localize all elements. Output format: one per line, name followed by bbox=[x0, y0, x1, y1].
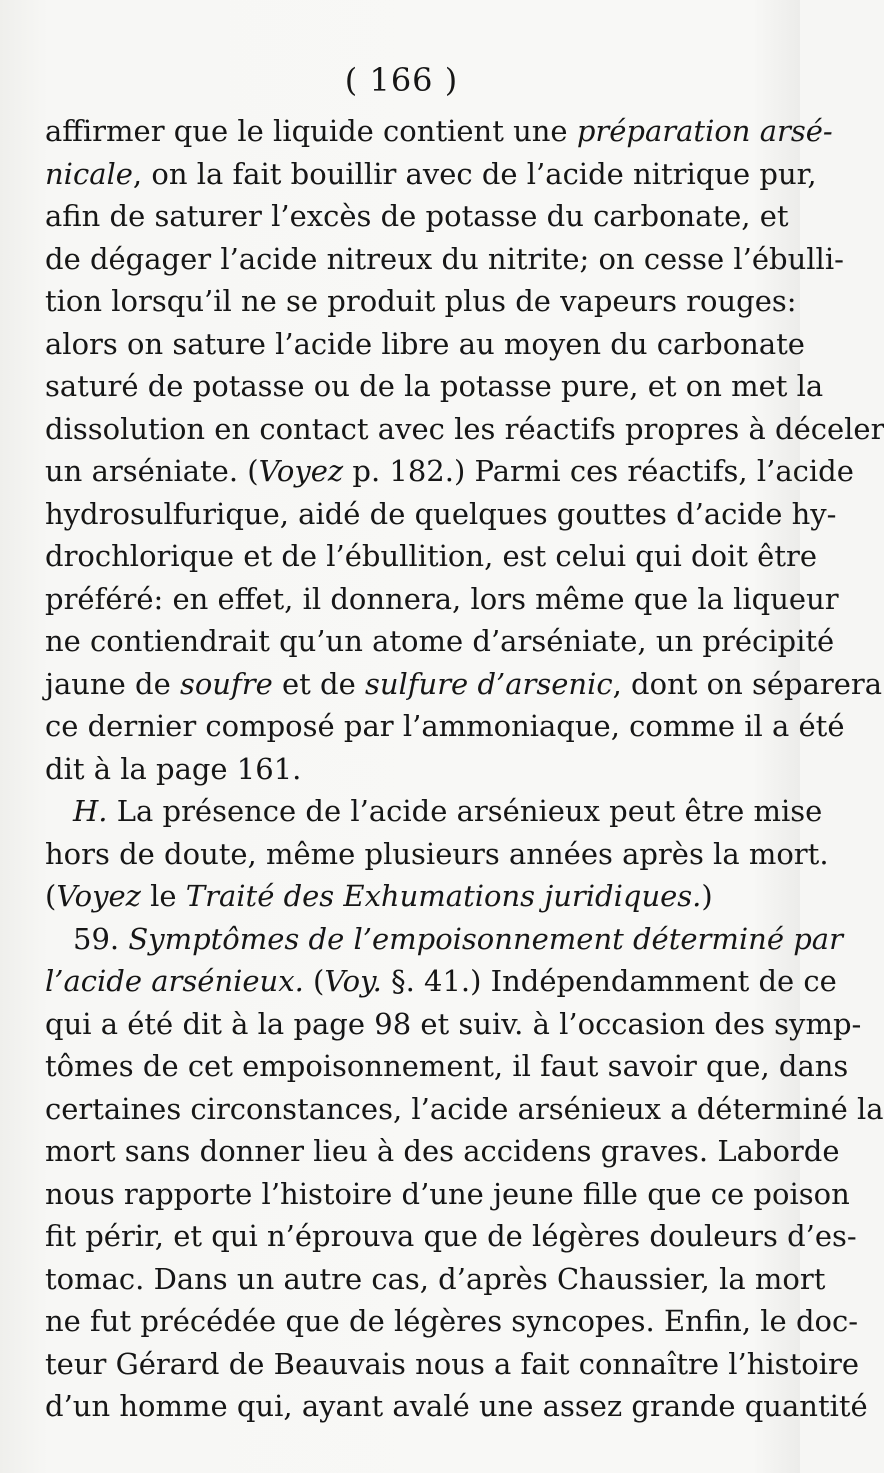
text-segment: teur Gérard de Beauvais nous a fait connaître l’histoire bbox=[45, 1346, 859, 1381]
text-segment: alors on sature l’acide libre au moyen du carbonate bbox=[45, 326, 805, 361]
text-segment: , on la fait bouillir avec de l’acide nitrique pur, bbox=[132, 156, 817, 191]
text-segment: §. 41.) Indépendamment de ce bbox=[381, 964, 837, 998]
italic-text: Voyez bbox=[258, 454, 344, 488]
text-line bbox=[45, 620, 835, 663]
text-line bbox=[45, 833, 829, 876]
text-segment: La présence de l’acide arsénieux peut être mise bbox=[107, 794, 823, 828]
italic-text: H. bbox=[73, 794, 108, 828]
text-segment: tômes de cet empoisonnement, il faut savoir que, dans bbox=[45, 1049, 849, 1083]
text-segment: ) bbox=[701, 879, 713, 913]
text-segment: afin de saturer l’excès de potasse du carbonate, et bbox=[45, 199, 789, 233]
italic-text: préparation arsé- bbox=[576, 114, 833, 148]
text-line bbox=[45, 705, 845, 748]
text-segment: ne contiendrait qu’un atome d’arséniate, un précipité bbox=[45, 624, 835, 658]
text-segment: affirmer que le liquide contient une bbox=[45, 114, 577, 148]
text-segment: fit périr, et qui n’éprouva que de légères douleurs d’es- bbox=[45, 1219, 857, 1253]
text-line bbox=[45, 663, 883, 706]
italic-text: nicale bbox=[45, 156, 133, 191]
text-line bbox=[45, 153, 817, 196]
text-line bbox=[45, 1130, 840, 1173]
text-segment: le bbox=[140, 879, 186, 913]
text-segment: p. 182.) Parmi ces réactifs, l’acide bbox=[343, 454, 854, 488]
text-line bbox=[45, 578, 839, 621]
italic-text: soufre bbox=[179, 666, 273, 701]
text-line bbox=[45, 790, 823, 833]
text-line bbox=[45, 408, 884, 451]
text-segment: d’un homme qui, ayant avalé une assez grande quantité bbox=[45, 1389, 868, 1423]
text-line bbox=[45, 918, 843, 961]
text-segment: dit à la page 161. bbox=[45, 751, 302, 786]
text-line bbox=[45, 535, 818, 578]
text-line bbox=[45, 1088, 884, 1131]
text-line bbox=[45, 1045, 849, 1088]
text-line bbox=[45, 1300, 859, 1343]
text-segment: saturé de potasse ou de la potasse pure, et on met la bbox=[45, 369, 824, 403]
text-line bbox=[45, 1215, 857, 1258]
text-segment: un arséniate. ( bbox=[45, 454, 259, 488]
text-segment: drochlorique et de l’ébullition, est celui qui doit être bbox=[45, 539, 818, 573]
text-line bbox=[45, 875, 758, 918]
text-line bbox=[45, 1003, 862, 1046]
text-line bbox=[45, 960, 837, 1003]
text-segment: qui a été dit à la page 98 et suiv. à l’occasion des symp- bbox=[45, 1006, 862, 1041]
italic-text: Traité des Exhumations juridiques. bbox=[185, 879, 702, 913]
text-line bbox=[45, 748, 758, 791]
text-segment: ne fut précédée que de légères syncopes. Enfin, le doc- bbox=[45, 1304, 859, 1338]
text-line bbox=[45, 323, 805, 366]
text-line bbox=[45, 493, 837, 536]
text-segment: jaune de bbox=[45, 666, 180, 701]
text-segment: ( bbox=[45, 879, 57, 913]
text-line bbox=[45, 1385, 868, 1428]
text-segment: certaines circonstances, l’acide arsénieux a déterminé la bbox=[45, 1091, 884, 1126]
text-segment: hydrosulfurique, aidé de quelques gouttes d’acide hy- bbox=[45, 496, 837, 531]
text-line bbox=[45, 280, 797, 323]
text-line bbox=[45, 238, 844, 281]
italic-text: Voy. bbox=[324, 964, 382, 998]
text-line bbox=[45, 1343, 859, 1386]
text-segment: ( bbox=[303, 964, 325, 998]
text-line bbox=[45, 1173, 850, 1216]
page-number: ( 166 ) bbox=[344, 61, 459, 99]
italic-text: Symptômes de l’empoisonnement déterminé par bbox=[128, 921, 843, 956]
text-segment: nous rapporte l’histoire d’une jeune fille que ce poison bbox=[45, 1176, 850, 1211]
text-segment: hors de doute, même plusieurs années après la mort. bbox=[45, 836, 829, 871]
text-segment: et de bbox=[272, 666, 365, 701]
text-segment: ce dernier composé par l’ammoniaque, comme il a été bbox=[45, 709, 845, 743]
text-line bbox=[45, 365, 824, 408]
text-segment: de dégager l’acide nitreux du nitrite; on cesse l’ébulli- bbox=[45, 241, 844, 276]
text-line bbox=[45, 195, 789, 238]
text-segment: dissolution en contact avec les réactifs propres à déceler bbox=[45, 411, 884, 446]
text-line bbox=[45, 450, 854, 493]
italic-text: sulfure d’arsenic bbox=[364, 666, 613, 701]
text-line bbox=[45, 1258, 826, 1301]
body-text bbox=[45, 110, 884, 1428]
italic-text: Voyez bbox=[56, 879, 141, 913]
text-segment: préféré: en effet, il donnera, lors même que la liqueur bbox=[45, 581, 839, 616]
text-segment: , dont on séparera bbox=[612, 666, 883, 701]
text-segment: mort sans donner lieu à des accidens graves. Laborde bbox=[45, 1134, 840, 1168]
italic-text: l’acide arsénieux. bbox=[45, 964, 304, 998]
text-line bbox=[45, 110, 833, 153]
text-segment: tomac. Dans un autre cas, d’après Chaussier, la mort bbox=[45, 1261, 826, 1296]
text-segment: tion lorsqu’il ne se produit plus de vapeurs rouges: bbox=[45, 284, 797, 318]
text-segment: 59. bbox=[73, 921, 129, 956]
